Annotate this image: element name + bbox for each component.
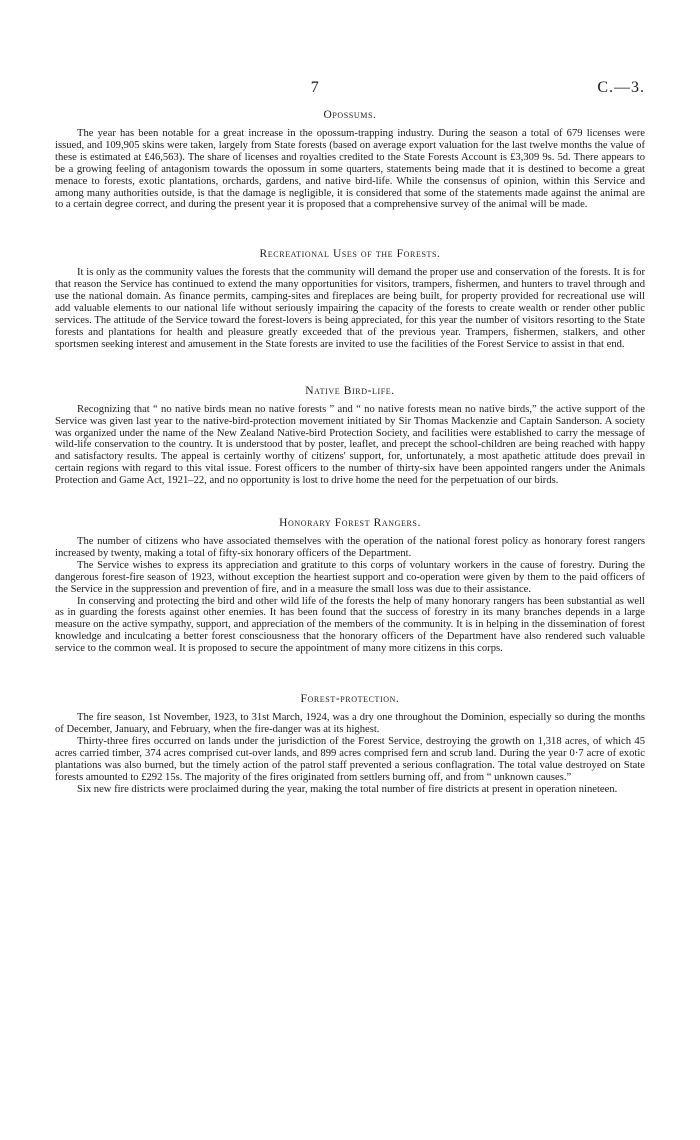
paragraph: The number of citizens who have associated themselves with the operation of the national forest policy as honorary forest rangers increased by twenty, making a total of fifty-six honorary officers of the Department. bbox=[55, 536, 645, 559]
section-heading: Recreational Uses of the Forests. bbox=[259, 248, 441, 261]
paragraph: Recognizing that “ no native birds mean no native forests ” and “ no native forests mean no native birds,” the active support of the Service was given last year to the native-bird-protection movement initiated by Sir Thomas Mackenzie and Captain Sanderson. A society was organized under the name of the New Zealand Native-bird Protection Society, and facilities were established to carry the message of wild-life conservation to the country. It is understood that by poster, leaflet, and precept the school-children are being reached with happy and satisfactory results. The appeal is certainly worthy of citizens' support, for, unfortunately, a most apathetic attitude does prevail in certain regions with regard to this vital issue. Forest officers to the number of thirty-six have been appointed rangers under the Animals Protection and Game Act, 1921–22, and no opportunity is lost to drive home the need for the perpetuation of our birds. bbox=[55, 403, 645, 487]
paragraph: The fire season, 1st November, 1923, to 31st March, 1924, was a dry one throughout the Dominion, especially so during the months of December, January, and February, when the fire-danger was at its highest. bbox=[55, 712, 645, 735]
section-heading: Opossums. bbox=[323, 109, 377, 121]
page-number: 7 bbox=[310, 79, 320, 96]
paragraph: The Service wishes to express its appreciation and gratitute to this corps of voluntary workers in the cause of forestry. During the dangerous forest-fire season of 1923, without exception the heartiest support and co-operation were given by them to the paid officers of the Service in the suppression and prevention of fire, and in a measure the small loss was due to their assistance. bbox=[55, 559, 645, 595]
paragraph: It is only as the community values the forests that the community will demand the proper use and conservation of the forests. It is for that reason the Service has continued to extend the many opportunities for visitors, trampers, fishermen, and hunters to travel through and use the national domain. As finance permits, camping-sites and fireplaces are being built, for property provided for recreational use will add valuable elements to our national life without seriously impairing the capacity of the forests to create wealth or render other public services. The attitude of the Service toward the forest-lovers is being appreciated, for this year the number of visitors resorting to the State forests and plantations for health and pleasure greatly exceeded that of the previous year. Trampers, fishermen, stalkers, and other sportsmen seeking interest and amusement in the State forests are invited to use the facilities of the Forest Service to assist in that end. bbox=[55, 267, 645, 350]
section-forest-protection bbox=[55, 692, 645, 795]
section-heading: Native Bird-life. bbox=[305, 384, 395, 397]
paragraph: Thirty-three fires occurred on lands under the jurisdiction of the Forest Service, destroying the growth on 1,318 acres, of which 45 acres carried timber, 374 acres comprised cut-over lands, and 899 acres comprised fern and scrub land. During the year 0·7 acre of exotic plantations was also burned, but the timely action of the patrol staff prevented a serious conflagration. The total value destroyed on State forests amounted to £292 15s. The majority of the fires originated from settlers burning off, and from “ unknown causes.” bbox=[55, 735, 645, 783]
paragraph: In conserving and protecting the bird and other wild life of the forests the help of many honorary rangers has been substantial as well as in guarding the forests against other enemies. It has been found that the success of forestry in its many branches depends in a large measure on the active sympathy, support, and appreciation of the members of the community. It is in helping in the dissemination of forest knowledge and inculcating a better forest consciousness that the honorary officers of the Department have also rendered such valuable service to the common weal. It is proposed to secure the appointment of many more citizens in this corps. bbox=[55, 595, 645, 655]
section-heading: Honorary Forest Rangers. bbox=[279, 517, 421, 530]
section-native-bird-life bbox=[55, 384, 645, 487]
section-honorary-forest-rangers bbox=[55, 516, 645, 655]
section-heading: Forest-protection. bbox=[300, 693, 400, 706]
page-body bbox=[55, 108, 645, 795]
section-recreational-uses bbox=[55, 247, 645, 350]
document-reference: C.—3. bbox=[597, 79, 645, 96]
paragraph: Six new fire districts were proclaimed during the year, making the total number of fire districts at present in operation nineteen. bbox=[77, 783, 618, 795]
paragraph: The year has been notable for a great increase in the opossum-trapping industry. During the season a total of 679 licenses were issued, and 109,905 skins were taken, largely from State forests (based on average export valuation for the last twelve months the value of these is estimated at £46,563). The share of licenses and royalties credited to the State Forests Account is £3,309 9s. 5d. There appears to be a growing feeling of antagonism towards the opossum in some quarters, statements being made that it is destined to become a great menace to forests, exotic plantations, orchards, gardens, and native bird-life. While the consensus of opinion, within this Service and among many authorities outside, is that the damage is negligible, it is considered that some of the statements made against the animal are to a certain degree correct, and during the present year it is proposed that a comprehensive survey of the animal will be made. bbox=[55, 128, 645, 211]
section-opossums bbox=[55, 108, 645, 211]
